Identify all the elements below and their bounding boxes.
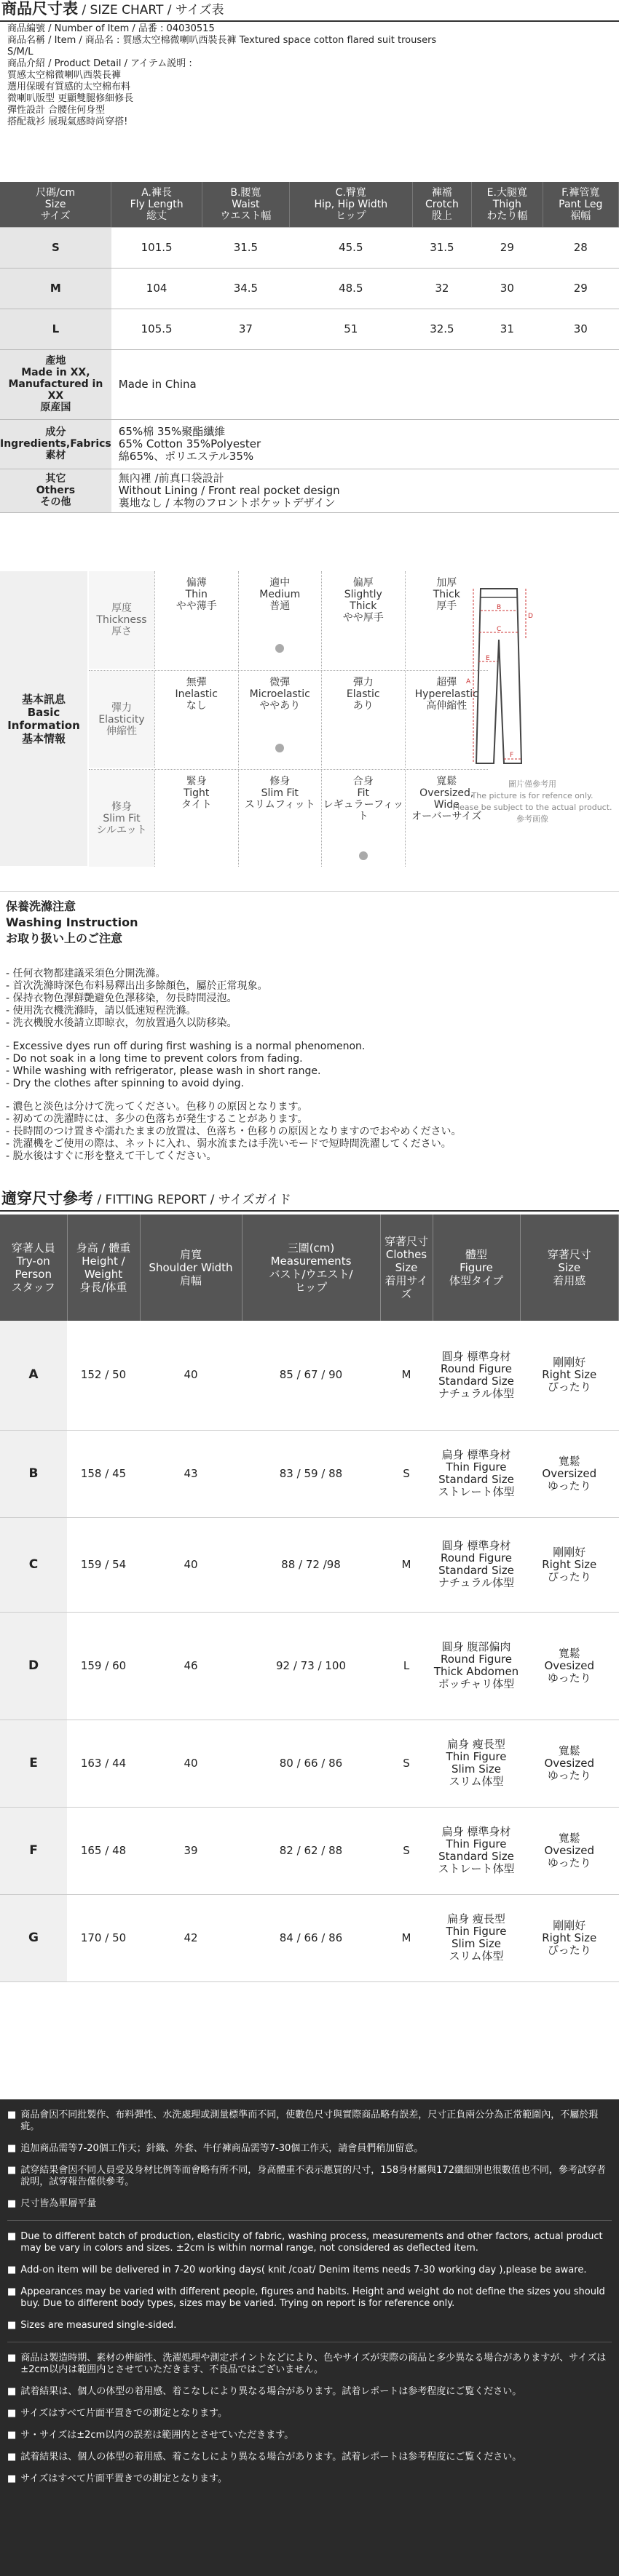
table-row	[0, 227, 619, 268]
note-item	[7, 2143, 612, 2155]
fit-cell: 寬鬆 Ovesized ゆったり	[520, 1807, 619, 1894]
thickness-name: 厚度 Thickness 厚さ	[89, 571, 154, 669]
washing-line: - Dry the clothes after spinning to avoid dying.	[6, 1078, 244, 1089]
size-table	[0, 182, 619, 568]
value-cell: 28	[543, 227, 618, 268]
other-label: 其它 Others その他	[0, 469, 111, 512]
table-row	[0, 1517, 619, 1612]
bullet-icon: ■	[7, 2198, 17, 2209]
person-cell: B	[0, 1430, 67, 1517]
note-text: Sizes are measured single-sided.	[20, 2320, 177, 2331]
value-cell: 37	[202, 309, 289, 349]
height-weight-cell: 170 / 50	[67, 1894, 140, 1981]
clothes-size-cell: S	[380, 1430, 433, 1517]
bullet-icon: ■	[7, 2265, 17, 2275]
col-length: A.褲長 Fly Length 総丈	[111, 182, 202, 227]
shoulder-cell: 46	[140, 1612, 242, 1720]
note-item	[7, 2430, 612, 2441]
notes-panel	[0, 2099, 619, 2576]
notes-jp	[7, 2342, 612, 2485]
washing-line: - Excessive dyes run off during first washing is a normal phenomenon.	[6, 1041, 366, 1052]
fit-cell: 剛剛好 Right Size ぴったり	[520, 1894, 619, 1981]
bullet-icon: ■	[7, 2320, 17, 2331]
fit-cell: 剛剛好 Right Size ぴったり	[520, 1517, 619, 1612]
value-cell: 30	[472, 268, 543, 309]
basic-info	[0, 571, 619, 866]
washing-line: - 濃色と淡色は分けて洗ってください。色移りの原因となります。	[6, 1101, 308, 1113]
basic-info-label: 基本訊息 Basic Information 基本情報	[0, 571, 87, 866]
selected-dot-icon	[275, 644, 284, 653]
note-item	[7, 2473, 612, 2485]
option-selected: 微彈 Microelastic ややあり	[238, 671, 322, 768]
option: 無彈 Inelastic なし	[154, 671, 238, 768]
washing-line: - 長時間のつけ置きや濡れたままの放置は、色落ち・色移りの原因となりますのでおやめください。	[6, 1126, 462, 1137]
note-item	[7, 2452, 612, 2463]
col-pant-leg: F.褲管寬 Pant Leg 裾幅	[543, 182, 618, 227]
material-value: 65%棉 35%聚酯纖維 65% Cotton 35%Polyester 綿65%、ポリエステル35%	[111, 419, 619, 469]
shoulder-cell: 40	[140, 1517, 242, 1612]
washing-section	[0, 891, 619, 1172]
fit-cell: 寬鬆 Oversized ゆったり	[520, 1430, 619, 1517]
detail-line: 質感太空棉微喇叭西裝長褲	[7, 70, 122, 81]
table-row	[0, 268, 619, 309]
note-item	[7, 2198, 612, 2210]
value-cell: 45.5	[289, 227, 412, 268]
size-chart-title: 商品尺寸表	[1, 0, 78, 17]
shoulder-cell: 39	[140, 1807, 242, 1894]
col-person: 穿著人員 Try-on Person スタッフ	[0, 1215, 67, 1321]
clothes-size-cell: M	[380, 1894, 433, 1981]
washing-title-zh: 保養洗滌注意	[6, 899, 76, 913]
note-item	[7, 2386, 612, 2398]
col-measurements: 三圍(cm) Measurements バスト/ウエスト/ ヒップ	[242, 1215, 380, 1321]
bullet-icon: ■	[7, 2386, 17, 2397]
value-cell: 32.5	[412, 309, 471, 349]
value-cell: 105.5	[111, 309, 202, 349]
height-weight-cell: 163 / 44	[67, 1720, 140, 1807]
note-item	[7, 2320, 612, 2331]
value-cell: 30	[543, 309, 618, 349]
material-label: 成分 Ingredients,Fabrics 素材	[0, 419, 111, 469]
detail-title: 商品介紹 / Product Detail / アイテム説明 :	[7, 58, 192, 69]
measurements-cell: 82 / 62 / 88	[242, 1807, 380, 1894]
col-clothes-size: 穿著尺寸 Clothes Size 着用サイズ	[380, 1215, 433, 1321]
fitting-title-tail: / FITTING REPORT / サイズガイド	[97, 1193, 291, 1207]
washing-line: - Do not soak in a long time to prevent colors from fading.	[6, 1053, 303, 1065]
option: 寬鬆 Oversized, Wide オーバーサイズ	[405, 770, 489, 867]
height-weight-cell: 152 / 50	[67, 1321, 140, 1430]
fitting-title: 適穿尺寸參考	[1, 1190, 93, 1207]
origin-value: Made in China	[111, 349, 619, 419]
note-text: 試着結果は、個人の体型の着用感、着こなしにより異なる場合があります。試着レポートは参考程度にご覧ください。	[20, 2386, 522, 2397]
note-text: サ・サイズは±2cm以内の誤差は範囲内とさせていただきます。	[20, 2430, 294, 2441]
measurements-cell: 84 / 66 / 86	[242, 1894, 380, 1981]
person-cell: E	[0, 1720, 67, 1807]
washing-title-jp: お取り扱い上のご注意	[6, 931, 123, 945]
bullet-icon: ■	[7, 2473, 17, 2484]
clothes-size-cell: M	[380, 1321, 433, 1430]
note-item	[7, 2408, 612, 2420]
value-cell: 29	[543, 268, 618, 309]
measurements-cell: 83 / 59 / 88	[242, 1430, 380, 1517]
person-cell: F	[0, 1807, 67, 1894]
col-waist: B.腰寬 Waist ウエスト幅	[202, 182, 289, 227]
size-cell: M	[0, 268, 111, 309]
value-cell: 34.5	[202, 268, 289, 309]
bullet-icon: ■	[7, 2110, 17, 2120]
fitting-header	[0, 1190, 619, 1212]
elasticity-name: 彈力 Elasticity 伸縮性	[89, 671, 154, 768]
figure-cell: 扁身 標準身材 Thin Figure Standard Size ストレート体型	[433, 1430, 520, 1517]
measurements-cell: 80 / 66 / 86	[242, 1720, 380, 1807]
table-row	[0, 1612, 619, 1720]
fit-cell: 寬鬆 Ovesized ゆったり	[520, 1612, 619, 1720]
height-weight-cell: 158 / 45	[67, 1430, 140, 1517]
person-cell: A	[0, 1321, 67, 1430]
bullet-icon: ■	[7, 2165, 17, 2176]
clothes-size-cell: L	[380, 1612, 433, 1720]
bullet-icon: ■	[7, 2408, 17, 2419]
notes-zh	[7, 2110, 612, 2210]
figure-cell: 扁身 標準身材 Thin Figure Standard Size ストレート体型	[433, 1807, 520, 1894]
person-cell: D	[0, 1612, 67, 1720]
note-item	[7, 2353, 612, 2376]
option: 緊身 Tight タイト	[154, 770, 238, 867]
selected-dot-icon	[275, 744, 284, 752]
thickness-row	[89, 571, 488, 669]
washing-line: - 首次洗滌時深色布料易釋出出多餘顏色，屬於正常現象。	[6, 980, 268, 992]
option-selected: 適中 Medium 普通	[238, 571, 322, 669]
figure-caption: 圖片僅參考用 The picture is for refence only. Please be subject to the actual product. 參考画像	[452, 779, 612, 824]
note-item	[7, 2231, 612, 2254]
col-hip: C.臀寬 Hip, Hip Width ヒップ	[289, 182, 412, 227]
bullet-icon: ■	[7, 2231, 17, 2242]
elasticity-row	[89, 670, 488, 768]
washing-line: - 任何衣物都建議采須色分開洗滌。	[6, 968, 166, 979]
value-cell: 51	[289, 309, 412, 349]
detail-line: 選用保暖有質感的太空棉布料	[7, 82, 131, 92]
measurements-cell: 92 / 73 / 100	[242, 1612, 380, 1720]
size-cell: S	[0, 227, 111, 268]
clothes-size-cell: S	[380, 1807, 433, 1894]
col-crotch: 褲襠 Crotch 股上	[412, 182, 471, 227]
note-text: サイズはすべて片面平置きでの測定となります。	[20, 2473, 227, 2484]
option: 加厚 Thick 厚手	[405, 571, 489, 669]
note-item	[7, 2110, 612, 2133]
table-row	[0, 1720, 619, 1807]
item-number: 商品編號 / Number of Item / 品番 : 04030515	[7, 23, 215, 34]
fit-name: 修身 Slim Fit シルエット	[89, 770, 154, 867]
table-row	[0, 1321, 619, 1430]
shoulder-cell: 42	[140, 1894, 242, 1981]
person-cell: G	[0, 1894, 67, 1981]
value-cell: 31.5	[202, 227, 289, 268]
diagram-label: F	[510, 752, 514, 759]
table-row	[0, 1430, 619, 1517]
figure-cell: 扁身 瘦長型 Thin Figure Slim Size スリム体型	[433, 1894, 520, 1981]
value-cell: 104	[111, 268, 202, 309]
measurements-cell: 88 / 72 /98	[242, 1517, 380, 1612]
table-row	[0, 309, 619, 349]
bullet-icon: ■	[7, 2353, 17, 2364]
col-shoulder: 肩寬 Shoulder Width 肩幅	[140, 1215, 242, 1321]
washing-line: - 脱水後はすぐに形を整えて干してください。	[6, 1150, 217, 1162]
note-text: 商品會因不同批製作、布料彈性、水洗處理或測量標準而不同，使數色尺寸與實際商品略有誤差，尺寸正負兩公分為正常範圍內，不屬於瑕疵。	[20, 2110, 599, 2132]
size-cell: L	[0, 309, 111, 349]
option: 偏薄 Thin やや薄手	[154, 571, 238, 669]
note-text: 追加商品需等7-20個工作天；針織、外套、牛仔褲商品需等7-30個工作天，請會員們稍加留意。	[20, 2143, 424, 2154]
bullet-icon: ■	[7, 2452, 17, 2462]
fit-row	[89, 769, 488, 867]
origin-label: 產地 Made in XX, Manufactured in XX 原産国	[0, 349, 111, 419]
washing-line: - 洗濯機をご使用の際は、ネットに入れ、弱水流または手洗いモードで短時間洗濯してください。	[6, 1138, 452, 1150]
fit-cell: 剛剛好 Right Size ぴったり	[520, 1321, 619, 1430]
selected-dot-icon	[359, 851, 368, 860]
clothes-size-cell: M	[380, 1517, 433, 1612]
detail-line: 微喇叭版型 更顯雙腿修細修長	[7, 93, 134, 104]
clothes-size-cell: S	[380, 1720, 433, 1807]
col-figure: 體型 Figure 体型タイプ	[433, 1215, 520, 1321]
washing-line: - 初めての洗濯時には、多少の色落ちが発生することがあります。	[6, 1113, 308, 1125]
figure-cell: 圓身 標準身材 Round Figure Standard Size ナチュラル体型	[433, 1517, 520, 1612]
value-cell: 32	[412, 268, 471, 309]
note-item	[7, 2165, 612, 2188]
figure-cell: 圓身 標準身材 Round Figure Standard Size ナチュラル体型	[433, 1321, 520, 1430]
washing-title-en: Washing Instruction	[6, 915, 138, 929]
value-cell: 31.5	[412, 227, 471, 268]
value-cell: 31	[472, 309, 543, 349]
option-selected: 合身 Fit レギュラーフィット	[321, 770, 405, 867]
note-text: Add-on item will be delivered in 7-20 working days( knit /coat/ Denim items needs 7-30 working day ),please be aware.	[20, 2265, 587, 2275]
diagram-label: A	[466, 678, 471, 685]
fitting-section	[0, 1190, 619, 1982]
value-cell: 101.5	[111, 227, 202, 268]
height-weight-cell: 159 / 54	[67, 1517, 140, 1612]
diagram-label: D	[528, 613, 533, 620]
height-weight-cell: 165 / 48	[67, 1807, 140, 1894]
note-item	[7, 2286, 612, 2310]
trousers-diagram-icon	[459, 581, 539, 778]
other-value: 無內裡 /前真口袋設計 Without Lining / Front real pocket design 裏地なし / 本物のフロントポケットデザイン	[111, 469, 619, 512]
note-text: Appearances may be varied with different people, figures and habits. Height and weight do not define the sizes you should buy. Due to different body types, sizes may be varied. Trying on report is for reference only.	[20, 2286, 605, 2309]
detail-line: 彈性設計 合腰住何身型	[7, 105, 106, 116]
product-info	[0, 22, 619, 130]
shoulder-cell: 43	[140, 1430, 242, 1517]
diagram-label: B	[497, 604, 502, 611]
col-thigh: E.大腿寬 Thigh わたり幅	[472, 182, 543, 227]
fitting-table	[0, 1215, 619, 1982]
washing-line: - 洗衣機脫水後請立即晾衣，勿放置過久以防移染。	[6, 1017, 237, 1029]
shoulder-cell: 40	[140, 1321, 242, 1430]
option: 偏厚 Slightly Thick やや厚手	[321, 571, 405, 669]
note-text: 試穿結果會因不同人員受及身材比例等而會略有所不同，身高體重不表示應買的尺寸，158身材屬與172纖細別也很數值也不同，參考試穿者說明，試穿報告僅供參考。	[20, 2165, 606, 2187]
note-text: Due to different batch of production, elasticity of fabric, washing process, measurements and other factors, actual product may be vary in colors and sizes. ±2cm is within normal range, not considered as deflected item.	[20, 2231, 603, 2254]
diagram-label: C	[497, 626, 502, 633]
fit-cell: 寬鬆 Ovesized ゆったり	[520, 1720, 619, 1807]
note-text: サイズはすべて片面平置きでの測定となります。	[20, 2408, 227, 2419]
bullet-icon: ■	[7, 2143, 17, 2154]
figure-cell: 扁身 瘦長型 Thin Figure Slim Size スリム体型	[433, 1720, 520, 1807]
figure-cell: 圓身 腹部偏肉 Round Figure Thick Abdomen ポッチャリ体型	[433, 1612, 520, 1720]
option: 超彈 Hyperelastic 高伸縮性	[405, 671, 489, 768]
washing-line: - 保持衣物色澤鮮艷避免色澤移染，勿長時間浸泡。	[6, 993, 237, 1004]
option: 修身 Slim Fit スリムフィット	[238, 770, 322, 867]
height-weight-cell: 159 / 60	[67, 1612, 140, 1720]
col-fit: 穿著尺寸 Size 着用感	[520, 1215, 619, 1321]
notes-en	[7, 2220, 612, 2331]
person-cell: C	[0, 1517, 67, 1612]
bullet-icon: ■	[7, 2430, 17, 2441]
col-height-weight: 身高 / 體重 Height / Weight 身長/体重	[67, 1215, 140, 1321]
measurements-cell: 85 / 67 / 90	[242, 1321, 380, 1430]
note-item	[7, 2265, 612, 2276]
col-size: 尺碼/cm Size サイズ	[0, 182, 111, 227]
note-text: 商品は製造時期、素材の伸縮性、洗濯処理や測定ポイントなどにより、色やサイズが実際の商品と多少異なる場合がありますが、サイズは±2cm以内は範囲内とさせていただきます、不良品ではございません。	[20, 2353, 607, 2375]
table-row	[0, 1894, 619, 1981]
option: 彈力 Elastic あり	[321, 671, 405, 768]
detail-line: 搭配裁衫 展現氣感時尚穿搭!	[7, 116, 128, 127]
note-text: 尺寸皆為單層平量	[20, 2198, 97, 2209]
washing-line: - While washing with refrigerator, please wash in short range.	[6, 1065, 321, 1077]
table-row	[0, 1807, 619, 1894]
value-cell: 29	[472, 227, 543, 268]
shoulder-cell: 40	[140, 1720, 242, 1807]
item-sizes: S/M/L	[7, 47, 33, 57]
bullet-icon: ■	[7, 2286, 17, 2297]
value-cell: 48.5	[289, 268, 412, 309]
washing-line: - 使用洗衣機洗滌時，請以低速短程洗滌。	[6, 1005, 197, 1017]
item-name: 商品名稱 / Item / 商品名 : 質感太空棉微喇叭西裝長褲 Textured space cotton flared suit trousers	[7, 35, 437, 46]
note-text: 試着結果は、個人の体型の着用感、着こなしにより異なる場合があります。試着レポートは参考程度にご覧ください。	[20, 2452, 522, 2462]
size-chart-title-tail: / SIZE CHART / サイズ表	[82, 3, 224, 17]
size-chart-header	[0, 0, 619, 22]
diagram-label: E	[486, 655, 490, 662]
